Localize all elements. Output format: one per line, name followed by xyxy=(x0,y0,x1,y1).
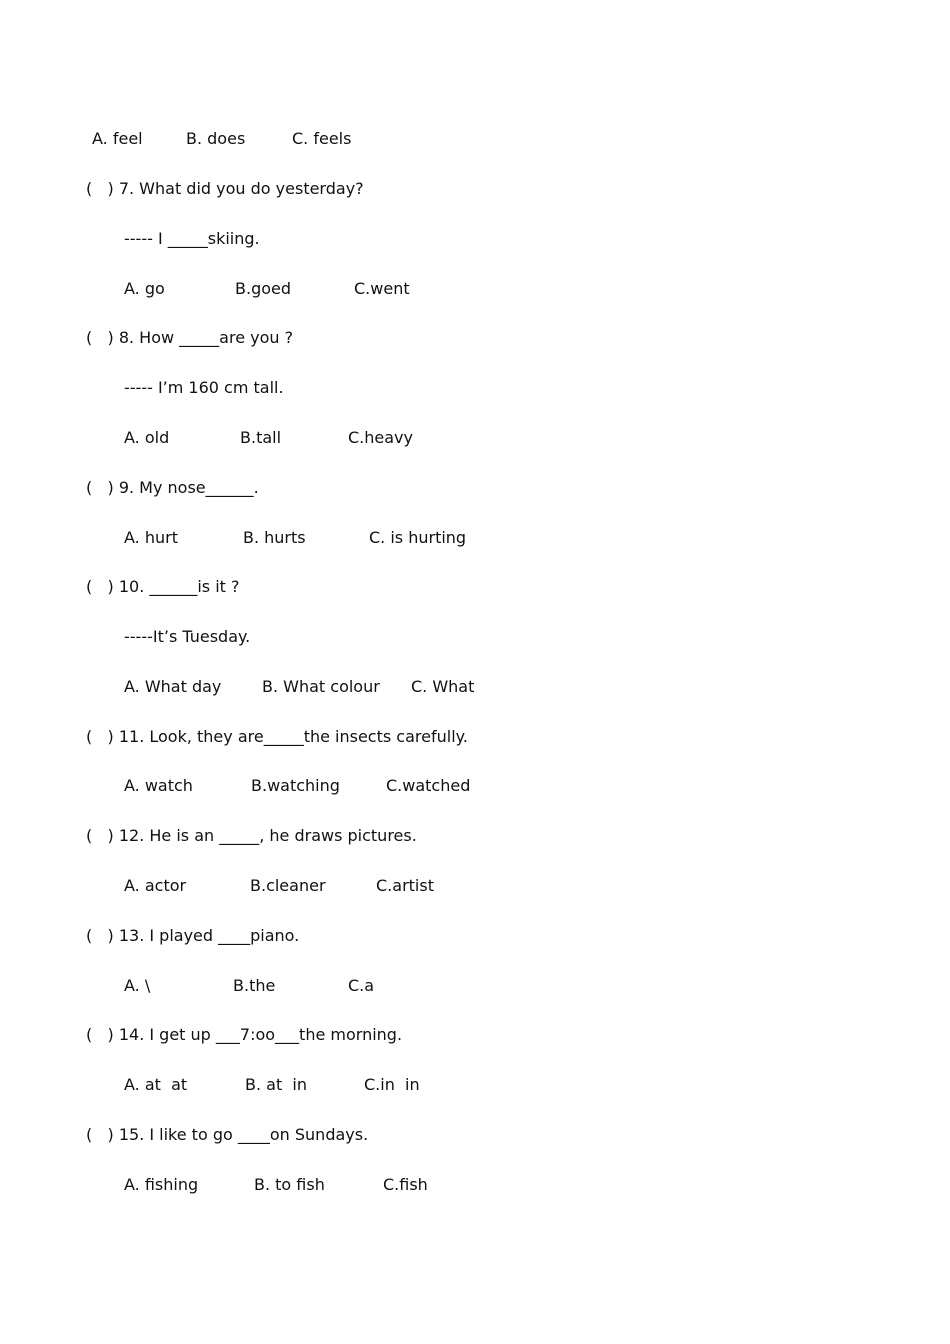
question-12: ( ) 12. He is an _____, he draws pictures. xyxy=(86,826,417,845)
option-b: B.watching xyxy=(251,776,340,795)
option-a: A. go xyxy=(124,279,165,298)
option-b: B. What colour xyxy=(262,677,380,696)
option-c: C. What xyxy=(411,677,475,696)
question-7: ( ) 7. What did you do yesterday? xyxy=(86,179,364,198)
answer-8: ----- I’m 160 cm tall. xyxy=(124,378,284,397)
option-c: C.a xyxy=(348,976,375,995)
option-b: B. does xyxy=(186,129,246,148)
options-line-q10 xyxy=(124,675,475,699)
option-c: C.artist xyxy=(376,876,434,895)
option-b: B. to fish xyxy=(254,1175,325,1194)
answer-7: ----- I _____skiing. xyxy=(124,229,260,248)
option-c: C.in in xyxy=(364,1075,420,1094)
option-b: B.the xyxy=(233,976,276,995)
option-a: A. hurt xyxy=(124,528,178,547)
option-a: A. watch xyxy=(124,776,193,795)
options-line-q15 xyxy=(124,1173,428,1197)
option-a: A. fishing xyxy=(124,1175,199,1194)
question-9: ( ) 9. My nose______. xyxy=(86,478,259,497)
option-a: A. at at xyxy=(124,1075,188,1094)
question-10: ( ) 10. ______is it ? xyxy=(86,577,240,596)
options-line-q12 xyxy=(124,874,434,898)
options-line-q9 xyxy=(124,526,467,550)
options-line-q14 xyxy=(124,1073,420,1097)
answer-10: -----It’s Tuesday. xyxy=(124,627,251,646)
option-b: B.tall xyxy=(240,428,282,447)
option-c: C.watched xyxy=(386,776,471,795)
options-line-q7 xyxy=(124,277,410,301)
options-line-q13 xyxy=(124,974,375,998)
option-a: A. feel xyxy=(92,129,143,148)
option-a: A. What day xyxy=(124,677,222,696)
option-b: B.goed xyxy=(235,279,292,298)
option-b: B. hurts xyxy=(243,528,306,547)
option-c: C. feels xyxy=(292,129,352,148)
option-a: A. \ xyxy=(124,976,151,995)
question-14: ( ) 14. I get up ___7:oo___the morning. xyxy=(86,1025,403,1044)
option-c: C.went xyxy=(354,279,410,298)
option-b: B.cleaner xyxy=(250,876,326,895)
option-c: C.heavy xyxy=(348,428,413,447)
question-8: ( ) 8. How _____are you ? xyxy=(86,328,294,347)
options-line-q6 xyxy=(92,127,352,151)
option-c: C.fish xyxy=(383,1175,428,1194)
option-b: B. at in xyxy=(245,1075,307,1094)
question-11: ( ) 11. Look, they are_____the insects carefully. xyxy=(86,727,468,746)
options-line-q11 xyxy=(124,774,471,798)
option-c: C. is hurting xyxy=(369,528,467,547)
option-a: A. old xyxy=(124,428,170,447)
question-15: ( ) 15. I like to go ____on Sundays. xyxy=(86,1125,369,1144)
question-13: ( ) 13. I played ____piano. xyxy=(86,926,300,945)
options-line-q8 xyxy=(124,426,413,450)
option-a: A. actor xyxy=(124,876,187,895)
